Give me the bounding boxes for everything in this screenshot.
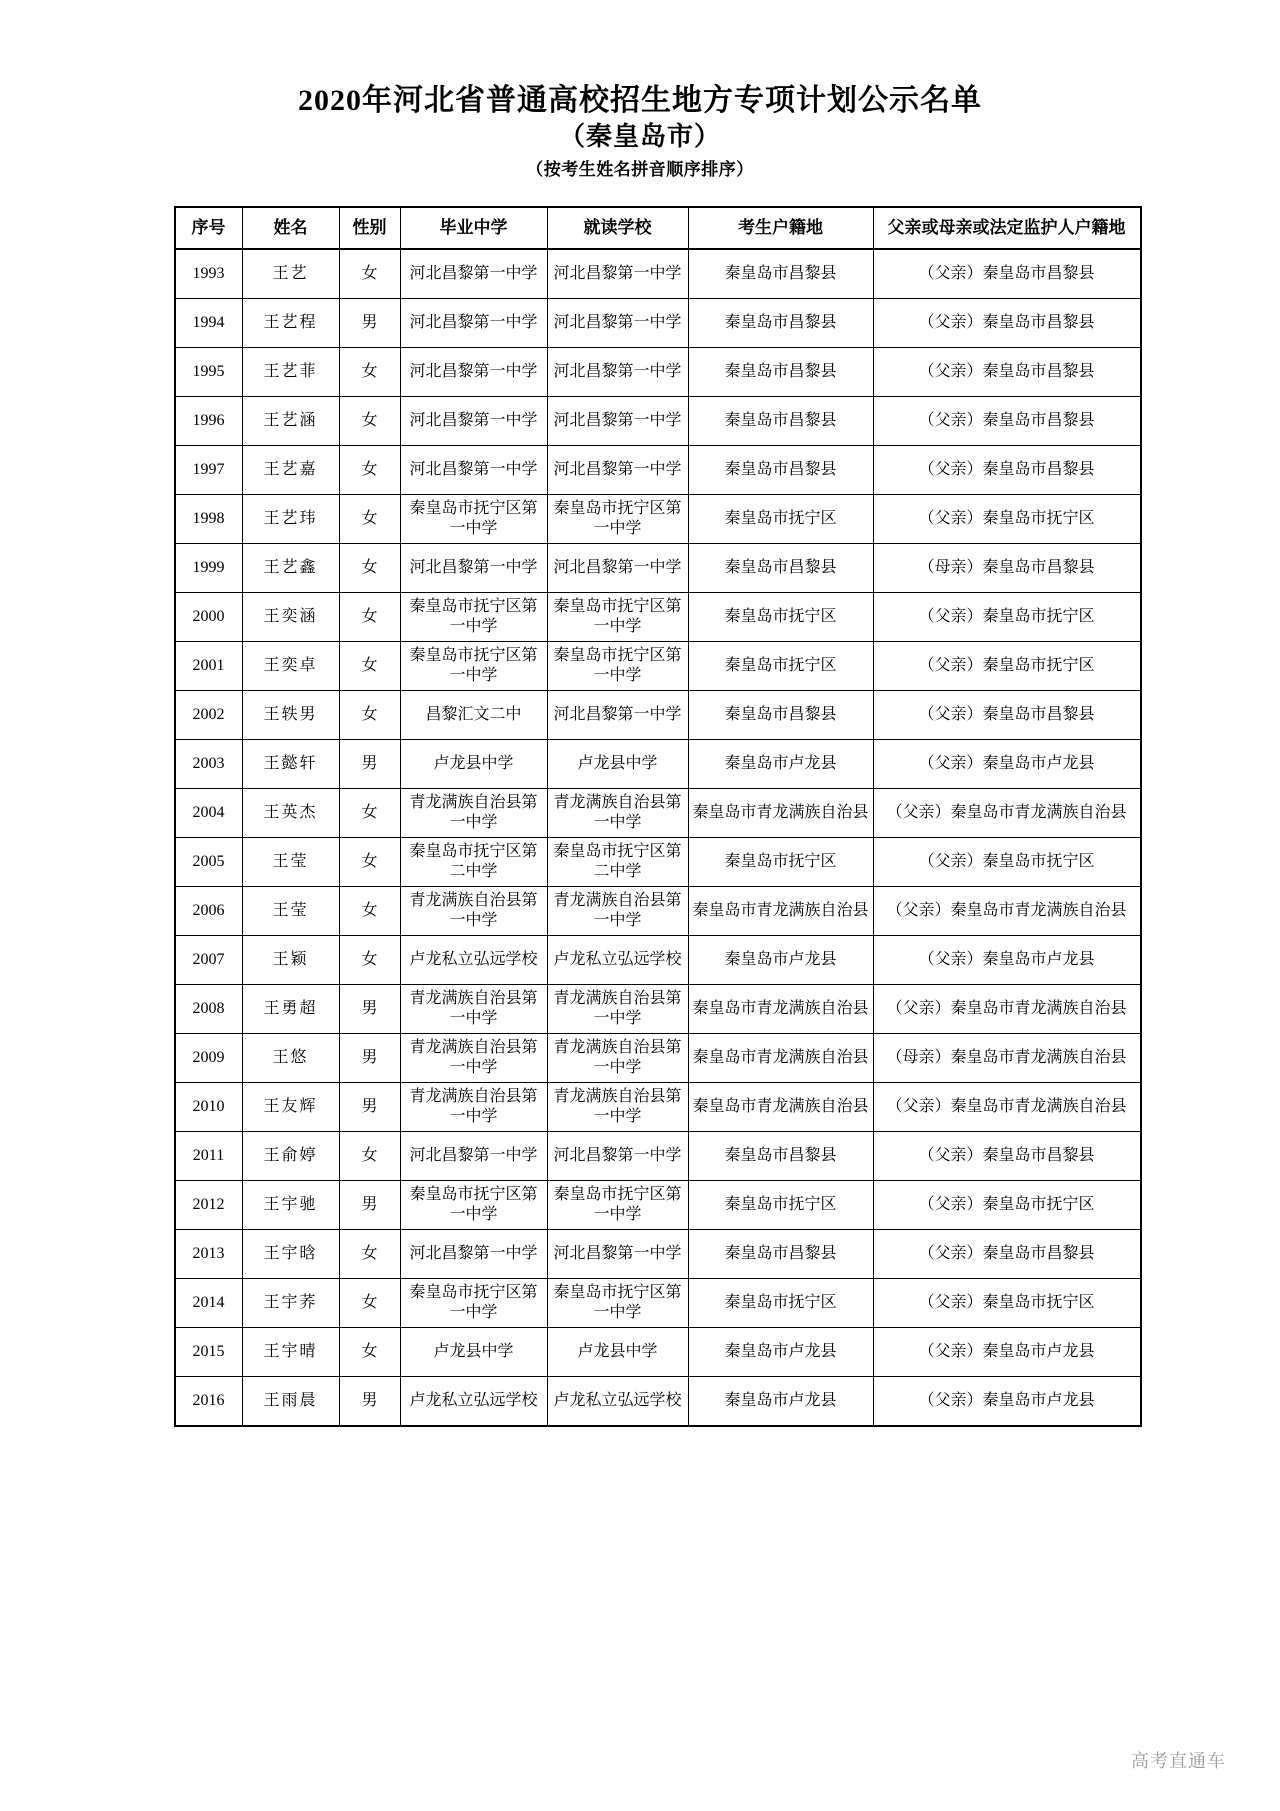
table-row	[175, 887, 1141, 936]
cell-guardian-household: （父亲）秦皇岛市昌黎县	[873, 348, 1141, 397]
cell-name: 王友辉	[242, 1083, 339, 1132]
cell-sex: 女	[339, 1328, 400, 1377]
cell-guardian-household: （父亲）秦皇岛市昌黎县	[873, 397, 1141, 446]
cell-study-school: 河北昌黎第一中学	[547, 299, 688, 348]
cell-guardian-household: （父亲）秦皇岛市昌黎县	[873, 1230, 1141, 1279]
table-row	[175, 249, 1141, 299]
cell-guardian-household: （母亲）秦皇岛市青龙满族自治县	[873, 1034, 1141, 1083]
cell-guardian-household: （父亲）秦皇岛市卢龙县	[873, 1377, 1141, 1427]
cell-seq: 2011	[175, 1132, 243, 1181]
cell-sex: 男	[339, 740, 400, 789]
cell-study-school: 秦皇岛市抚宁区第一中学	[547, 1279, 688, 1328]
cell-study-school: 卢龙县中学	[547, 740, 688, 789]
cell-graduated-school: 河北昌黎第一中学	[400, 348, 547, 397]
cell-student-household: 秦皇岛市抚宁区	[688, 838, 873, 887]
cell-study-school: 青龙满族自治县第一中学	[547, 789, 688, 838]
table-row	[175, 642, 1141, 691]
roster-table-wrapper	[174, 206, 1127, 1427]
cell-student-household: 秦皇岛市青龙满族自治县	[688, 985, 873, 1034]
cell-graduated-school: 青龙满族自治县第一中学	[400, 1034, 547, 1083]
cell-student-household: 秦皇岛市青龙满族自治县	[688, 789, 873, 838]
column-header-guardian-household: 父亲或母亲或法定监护人户籍地	[873, 207, 1141, 249]
table-body	[175, 249, 1141, 1426]
cell-sex: 女	[339, 446, 400, 495]
cell-seq: 2001	[175, 642, 243, 691]
table-row	[175, 1279, 1141, 1328]
table-row	[175, 348, 1141, 397]
cell-guardian-household: （父亲）秦皇岛市昌黎县	[873, 299, 1141, 348]
table-row	[175, 691, 1141, 740]
cell-name: 王奕卓	[242, 642, 339, 691]
cell-seq: 2012	[175, 1181, 243, 1230]
column-header-study-school: 就读学校	[547, 207, 688, 249]
cell-guardian-household: （母亲）秦皇岛市昌黎县	[873, 544, 1141, 593]
cell-seq: 2002	[175, 691, 243, 740]
cell-graduated-school: 河北昌黎第一中学	[400, 299, 547, 348]
cell-sex: 女	[339, 1279, 400, 1328]
cell-name: 王宇晗	[242, 1230, 339, 1279]
page-title: 2020年河北省普通高校招生地方专项计划公示名单	[298, 84, 982, 117]
cell-name: 王颖	[242, 936, 339, 985]
cell-sex: 女	[339, 495, 400, 544]
cell-graduated-school: 河北昌黎第一中学	[400, 397, 547, 446]
cell-student-household: 秦皇岛市抚宁区	[688, 495, 873, 544]
cell-graduated-school: 河北昌黎第一中学	[400, 1132, 547, 1181]
table-header-row	[175, 207, 1141, 249]
cell-student-household: 秦皇岛市昌黎县	[688, 348, 873, 397]
table-row	[175, 1230, 1141, 1279]
cell-study-school: 河北昌黎第一中学	[547, 249, 688, 299]
cell-graduated-school: 青龙满族自治县第一中学	[400, 887, 547, 936]
cell-seq: 2016	[175, 1377, 243, 1427]
cell-guardian-household: （父亲）秦皇岛市昌黎县	[873, 1132, 1141, 1181]
cell-sex: 女	[339, 1230, 400, 1279]
table-row	[175, 1083, 1141, 1132]
cell-study-school: 河北昌黎第一中学	[547, 1132, 688, 1181]
cell-guardian-household: （父亲）秦皇岛市抚宁区	[873, 838, 1141, 887]
cell-seq: 2013	[175, 1230, 243, 1279]
cell-sex: 男	[339, 1083, 400, 1132]
table-row	[175, 1034, 1141, 1083]
cell-student-household: 秦皇岛市卢龙县	[688, 740, 873, 789]
cell-sex: 女	[339, 397, 400, 446]
cell-graduated-school: 昌黎汇文二中	[400, 691, 547, 740]
cell-sex: 男	[339, 1377, 400, 1427]
cell-sex: 男	[339, 1181, 400, 1230]
table-row	[175, 1328, 1141, 1377]
cell-seq: 2010	[175, 1083, 243, 1132]
cell-student-household: 秦皇岛市卢龙县	[688, 1328, 873, 1377]
cell-graduated-school: 青龙满族自治县第一中学	[400, 1083, 547, 1132]
cell-study-school: 卢龙私立弘远学校	[547, 936, 688, 985]
cell-study-school: 青龙满族自治县第一中学	[547, 887, 688, 936]
cell-student-household: 秦皇岛市昌黎县	[688, 691, 873, 740]
cell-seq: 2007	[175, 936, 243, 985]
cell-study-school: 青龙满族自治县第一中学	[547, 985, 688, 1034]
table-row	[175, 985, 1141, 1034]
cell-guardian-household: （父亲）秦皇岛市青龙满族自治县	[873, 1083, 1141, 1132]
cell-sex: 女	[339, 936, 400, 985]
page-subtitle-sort-note: （按考生姓名拼音顺序排序）	[526, 160, 754, 179]
cell-name: 王莹	[242, 887, 339, 936]
cell-sex: 女	[339, 544, 400, 593]
cell-student-household: 秦皇岛市抚宁区	[688, 1181, 873, 1230]
cell-student-household: 秦皇岛市昌黎县	[688, 446, 873, 495]
cell-study-school: 秦皇岛市抚宁区第一中学	[547, 495, 688, 544]
cell-sex: 女	[339, 838, 400, 887]
cell-seq: 1994	[175, 299, 243, 348]
cell-study-school: 河北昌黎第一中学	[547, 1230, 688, 1279]
cell-graduated-school: 河北昌黎第一中学	[400, 249, 547, 299]
cell-graduated-school: 青龙满族自治县第一中学	[400, 789, 547, 838]
cell-guardian-household: （父亲）秦皇岛市抚宁区	[873, 495, 1141, 544]
cell-seq: 1999	[175, 544, 243, 593]
cell-sex: 女	[339, 642, 400, 691]
cell-seq: 2003	[175, 740, 243, 789]
cell-study-school: 秦皇岛市抚宁区第一中学	[547, 1181, 688, 1230]
cell-student-household: 秦皇岛市昌黎县	[688, 397, 873, 446]
cell-sex: 女	[339, 789, 400, 838]
cell-study-school: 河北昌黎第一中学	[547, 348, 688, 397]
cell-student-household: 秦皇岛市抚宁区	[688, 1279, 873, 1328]
cell-graduated-school: 秦皇岛市抚宁区第二中学	[400, 838, 547, 887]
cell-study-school: 河北昌黎第一中学	[547, 446, 688, 495]
cell-name: 王艺玮	[242, 495, 339, 544]
table-row	[175, 299, 1141, 348]
cell-guardian-household: （父亲）秦皇岛市青龙满族自治县	[873, 789, 1141, 838]
watermark: 高考直通车	[1131, 1751, 1226, 1771]
cell-guardian-household: （父亲）秦皇岛市青龙满族自治县	[873, 887, 1141, 936]
cell-seq: 1993	[175, 249, 243, 299]
cell-graduated-school: 秦皇岛市抚宁区第一中学	[400, 495, 547, 544]
cell-graduated-school: 卢龙私立弘远学校	[400, 1377, 547, 1427]
table-row	[175, 936, 1141, 985]
cell-student-household: 秦皇岛市昌黎县	[688, 299, 873, 348]
cell-graduated-school: 卢龙私立弘远学校	[400, 936, 547, 985]
cell-student-household: 秦皇岛市昌黎县	[688, 1230, 873, 1279]
table-row	[175, 838, 1141, 887]
cell-student-household: 秦皇岛市抚宁区	[688, 642, 873, 691]
cell-study-school: 卢龙私立弘远学校	[547, 1377, 688, 1427]
cell-sex: 男	[339, 299, 400, 348]
cell-seq: 2006	[175, 887, 243, 936]
cell-name: 王宇荞	[242, 1279, 339, 1328]
cell-name: 王勇超	[242, 985, 339, 1034]
cell-graduated-school: 秦皇岛市抚宁区第一中学	[400, 593, 547, 642]
table-row	[175, 1377, 1141, 1427]
cell-seq: 1995	[175, 348, 243, 397]
cell-name: 王莹	[242, 838, 339, 887]
table-row	[175, 1132, 1141, 1181]
table-row	[175, 495, 1141, 544]
cell-study-school: 河北昌黎第一中学	[547, 544, 688, 593]
cell-sex: 女	[339, 887, 400, 936]
cell-graduated-school: 河北昌黎第一中学	[400, 446, 547, 495]
column-header-seq: 序号	[175, 207, 243, 249]
cell-student-household: 秦皇岛市昌黎县	[688, 544, 873, 593]
cell-student-household: 秦皇岛市卢龙县	[688, 936, 873, 985]
table-row	[175, 544, 1141, 593]
table-row	[175, 789, 1141, 838]
cell-graduated-school: 卢龙县中学	[400, 1328, 547, 1377]
table-row	[175, 593, 1141, 642]
cell-name: 王雨晨	[242, 1377, 339, 1427]
cell-graduated-school: 卢龙县中学	[400, 740, 547, 789]
cell-guardian-household: （父亲）秦皇岛市抚宁区	[873, 1181, 1141, 1230]
cell-seq: 1996	[175, 397, 243, 446]
cell-seq: 1998	[175, 495, 243, 544]
cell-sex: 男	[339, 985, 400, 1034]
cell-study-school: 秦皇岛市抚宁区第一中学	[547, 642, 688, 691]
cell-sex: 女	[339, 691, 400, 740]
cell-guardian-household: （父亲）秦皇岛市昌黎县	[873, 249, 1141, 299]
cell-guardian-household: （父亲）秦皇岛市昌黎县	[873, 446, 1141, 495]
cell-seq: 2009	[175, 1034, 243, 1083]
cell-seq: 2008	[175, 985, 243, 1034]
cell-name: 王艺	[242, 249, 339, 299]
cell-graduated-school: 秦皇岛市抚宁区第一中学	[400, 642, 547, 691]
cell-sex: 女	[339, 348, 400, 397]
cell-guardian-household: （父亲）秦皇岛市抚宁区	[873, 642, 1141, 691]
cell-guardian-household: （父亲）秦皇岛市昌黎县	[873, 691, 1141, 740]
cell-study-school: 河北昌黎第一中学	[547, 691, 688, 740]
cell-seq: 1997	[175, 446, 243, 495]
cell-name: 王艺鑫	[242, 544, 339, 593]
table-row	[175, 446, 1141, 495]
cell-student-household: 秦皇岛市抚宁区	[688, 593, 873, 642]
cell-study-school: 秦皇岛市抚宁区第二中学	[547, 838, 688, 887]
cell-name: 王奕涵	[242, 593, 339, 642]
table-header	[175, 207, 1141, 249]
cell-student-household: 秦皇岛市青龙满族自治县	[688, 887, 873, 936]
cell-name: 王宇驰	[242, 1181, 339, 1230]
cell-study-school: 青龙满族自治县第一中学	[547, 1034, 688, 1083]
cell-name: 王艺涵	[242, 397, 339, 446]
title-block	[0, 0, 1280, 184]
cell-name: 王英杰	[242, 789, 339, 838]
cell-name: 王悠	[242, 1034, 339, 1083]
cell-guardian-household: （父亲）秦皇岛市卢龙县	[873, 1328, 1141, 1377]
cell-guardian-household: （父亲）秦皇岛市卢龙县	[873, 740, 1141, 789]
cell-name: 王艺嘉	[242, 446, 339, 495]
cell-study-school: 河北昌黎第一中学	[547, 397, 688, 446]
cell-name: 王轶男	[242, 691, 339, 740]
column-header-graduated-school: 毕业中学	[400, 207, 547, 249]
cell-graduated-school: 秦皇岛市抚宁区第一中学	[400, 1181, 547, 1230]
cell-study-school: 卢龙县中学	[547, 1328, 688, 1377]
cell-student-household: 秦皇岛市青龙满族自治县	[688, 1083, 873, 1132]
cell-name: 王艺菲	[242, 348, 339, 397]
cell-student-household: 秦皇岛市昌黎县	[688, 1132, 873, 1181]
cell-graduated-school: 秦皇岛市抚宁区第一中学	[400, 1279, 547, 1328]
cell-seq: 2015	[175, 1328, 243, 1377]
cell-student-household: 秦皇岛市卢龙县	[688, 1377, 873, 1427]
cell-seq: 2004	[175, 789, 243, 838]
cell-seq: 2014	[175, 1279, 243, 1328]
cell-sex: 男	[339, 1034, 400, 1083]
table-row	[175, 740, 1141, 789]
cell-guardian-household: （父亲）秦皇岛市抚宁区	[873, 593, 1141, 642]
cell-name: 王懿轩	[242, 740, 339, 789]
cell-sex: 女	[339, 249, 400, 299]
cell-guardian-household: （父亲）秦皇岛市青龙满族自治县	[873, 985, 1141, 1034]
cell-graduated-school: 青龙满族自治县第一中学	[400, 985, 547, 1034]
cell-guardian-household: （父亲）秦皇岛市卢龙县	[873, 936, 1141, 985]
cell-sex: 女	[339, 593, 400, 642]
roster-table	[174, 206, 1142, 1427]
cell-name: 王艺程	[242, 299, 339, 348]
table-row	[175, 1181, 1141, 1230]
cell-study-school: 青龙满族自治县第一中学	[547, 1083, 688, 1132]
cell-student-household: 秦皇岛市昌黎县	[688, 249, 873, 299]
page-subtitle-city: （秦皇岛市）	[558, 122, 721, 151]
cell-sex: 女	[339, 1132, 400, 1181]
cell-name: 王俞婷	[242, 1132, 339, 1181]
cell-name: 王宇晴	[242, 1328, 339, 1377]
cell-seq: 2000	[175, 593, 243, 642]
cell-guardian-household: （父亲）秦皇岛市抚宁区	[873, 1279, 1141, 1328]
cell-seq: 2005	[175, 838, 243, 887]
cell-graduated-school: 河北昌黎第一中学	[400, 544, 547, 593]
cell-graduated-school: 河北昌黎第一中学	[400, 1230, 547, 1279]
column-header-name: 姓名	[242, 207, 339, 249]
cell-study-school: 秦皇岛市抚宁区第一中学	[547, 593, 688, 642]
cell-student-household: 秦皇岛市青龙满族自治县	[688, 1034, 873, 1083]
column-header-student-household: 考生户籍地	[688, 207, 873, 249]
table-row	[175, 397, 1141, 446]
column-header-sex: 性别	[339, 207, 400, 249]
